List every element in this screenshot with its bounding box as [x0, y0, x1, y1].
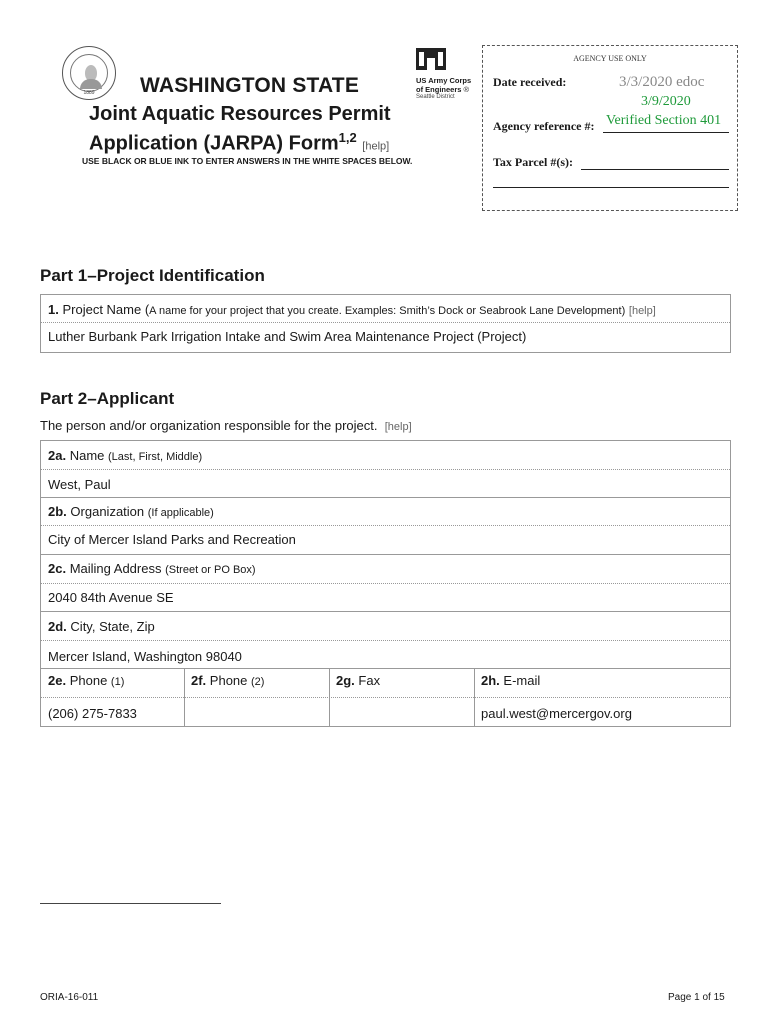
form-title-line1: Joint Aquatic Resources Permit: [89, 103, 391, 125]
form-title-superscript: 1,2: [338, 130, 357, 145]
tax-parcel-line-2[interactable]: [493, 187, 729, 188]
q2f-number: 2f.: [191, 673, 207, 688]
q2a-label: Name: [69, 448, 105, 463]
name-label: [48, 448, 202, 463]
usace-line1: US Army Corps: [416, 76, 472, 85]
seal-inner-ring: [70, 54, 108, 92]
date-received-value: 3/3/2020 edoc: [619, 74, 705, 90]
agency-use-box: [482, 45, 738, 211]
q2e-number: 2e.: [48, 673, 67, 688]
page-number: Page 1 of 15: [668, 992, 725, 1003]
q1-number: 1.: [48, 302, 59, 317]
footnote-rule: [40, 903, 221, 904]
fax-label: [336, 673, 380, 688]
usace-district: Seattle District: [416, 94, 455, 100]
q2c-hint: (Street or PO Box): [165, 564, 256, 576]
q2b-hint: (If applicable): [147, 507, 214, 519]
usace-registered-mark: ®: [463, 85, 470, 94]
q1-help-link[interactable]: [help]: [628, 305, 656, 317]
email-value[interactable]: paul.west@mercergov.org: [481, 706, 632, 721]
castle-tower-right: [438, 52, 443, 66]
city-state-zip-value-row: [41, 641, 730, 669]
state-title: WASHINGTON STATE: [140, 74, 360, 97]
seal-bust: [80, 79, 102, 89]
part2-help-link[interactable]: [help]: [384, 421, 412, 433]
q2f-label: Phone: [209, 673, 248, 688]
contact-divider-2: [329, 669, 330, 727]
phone2-label: [191, 673, 264, 688]
email-label: [481, 673, 540, 688]
name-label-row: [41, 441, 730, 470]
agency-reference-value[interactable]: Verified Section 401: [606, 113, 722, 128]
q1-hint: A name for your project that you create. Examples: Smith’s Dock or Seabrook Lane Development): [149, 305, 626, 317]
city-state-zip-label-row: [41, 612, 730, 641]
q2h-label: E-mail: [503, 673, 541, 688]
agency-reference-label: Agency reference #:: [493, 119, 595, 133]
project-name-label-row: [41, 295, 730, 323]
date-received-label: Date received:: [493, 75, 567, 89]
tax-parcel-label: Tax Parcel #(s):: [493, 155, 573, 169]
organization-label: [48, 504, 214, 519]
ink-instruction: USE BLACK OR BLUE INK TO ENTER ANSWERS IN THE WHITE SPACES BELOW.: [82, 156, 413, 166]
city-state-zip-label: [48, 619, 155, 634]
q2c-label: Mailing Address: [69, 561, 162, 576]
q2e-label: Phone: [69, 673, 108, 688]
washington-state-seal: [62, 46, 116, 100]
q2e-hint: (1): [110, 676, 125, 688]
phone2-value[interactable]: [191, 706, 321, 722]
part2-intro: [40, 418, 412, 433]
agency-reference-line: [603, 132, 729, 133]
q2b-number: 2b.: [48, 504, 67, 519]
project-name-label: [48, 302, 656, 317]
part2-title: Part 2–Applicant: [40, 389, 175, 408]
mailing-address-label-row: [41, 555, 730, 584]
part1-title: Part 1–Project Identification: [40, 266, 265, 285]
date-received-value-2: 3/9/2020: [641, 94, 691, 109]
city-state-zip-value[interactable]: Mercer Island, Washington 98040: [48, 649, 242, 664]
form-title-line2-text: Application (JARPA) Form: [89, 132, 339, 155]
castle-tower-left: [419, 52, 424, 66]
q2g-number: 2g.: [336, 673, 355, 688]
name-value[interactable]: West, Paul: [48, 477, 111, 492]
agency-use-title: AGENCY USE ONLY: [573, 54, 647, 63]
q2f-hint: (2): [251, 676, 265, 688]
part2-intro-text: The person and/or organization responsible for the project.: [40, 418, 378, 433]
form-id: ORIA-16-011: [40, 992, 99, 1003]
phone1-value[interactable]: (206) 275-7833: [48, 706, 137, 721]
contact-divider-1: [184, 669, 185, 727]
q2d-label: City, State, Zip: [70, 619, 155, 634]
organization-label-row: [41, 498, 730, 526]
usace-line2-wrap: [416, 85, 471, 94]
project-name-box: [40, 294, 731, 353]
q2a-number: 2a.: [48, 448, 67, 463]
mailing-address-label: [48, 561, 256, 576]
usace-castle-icon: [416, 48, 446, 70]
q2b-label: Organization: [70, 504, 145, 519]
q2d-number: 2d.: [48, 619, 67, 634]
seal-year: 1889: [83, 90, 95, 96]
mailing-address-value-row: [41, 584, 730, 612]
castle-gate: [427, 58, 435, 70]
phone1-label: [48, 673, 124, 688]
contact-label-row: [41, 669, 730, 698]
contact-divider-3: [474, 669, 475, 727]
applicant-box: [40, 440, 731, 727]
q2g-label: Fax: [358, 673, 381, 688]
project-name-value[interactable]: Luther Burbank Park Irrigation Intake and Swim Area Maintenance Project (Project): [48, 329, 527, 344]
form-title: [89, 102, 391, 159]
q1-label: Project Name (: [62, 302, 150, 317]
usace-name: [416, 76, 471, 94]
name-value-row: [41, 470, 730, 498]
q2h-number: 2h.: [481, 673, 500, 688]
tax-parcel-line-1[interactable]: [581, 169, 729, 170]
q2c-number: 2c.: [48, 561, 67, 576]
title-help-link[interactable]: [help]: [362, 140, 390, 153]
q2a-hint: (Last, First, Middle): [108, 451, 203, 463]
organization-value[interactable]: City of Mercer Island Parks and Recreation: [48, 532, 296, 547]
form-title-line2: [89, 126, 391, 159]
fax-value[interactable]: [336, 706, 466, 722]
organization-value-row: [41, 526, 730, 555]
usace-line2: of Engineers: [416, 85, 462, 94]
mailing-address-value[interactable]: 2040 84th Avenue SE: [48, 590, 174, 605]
